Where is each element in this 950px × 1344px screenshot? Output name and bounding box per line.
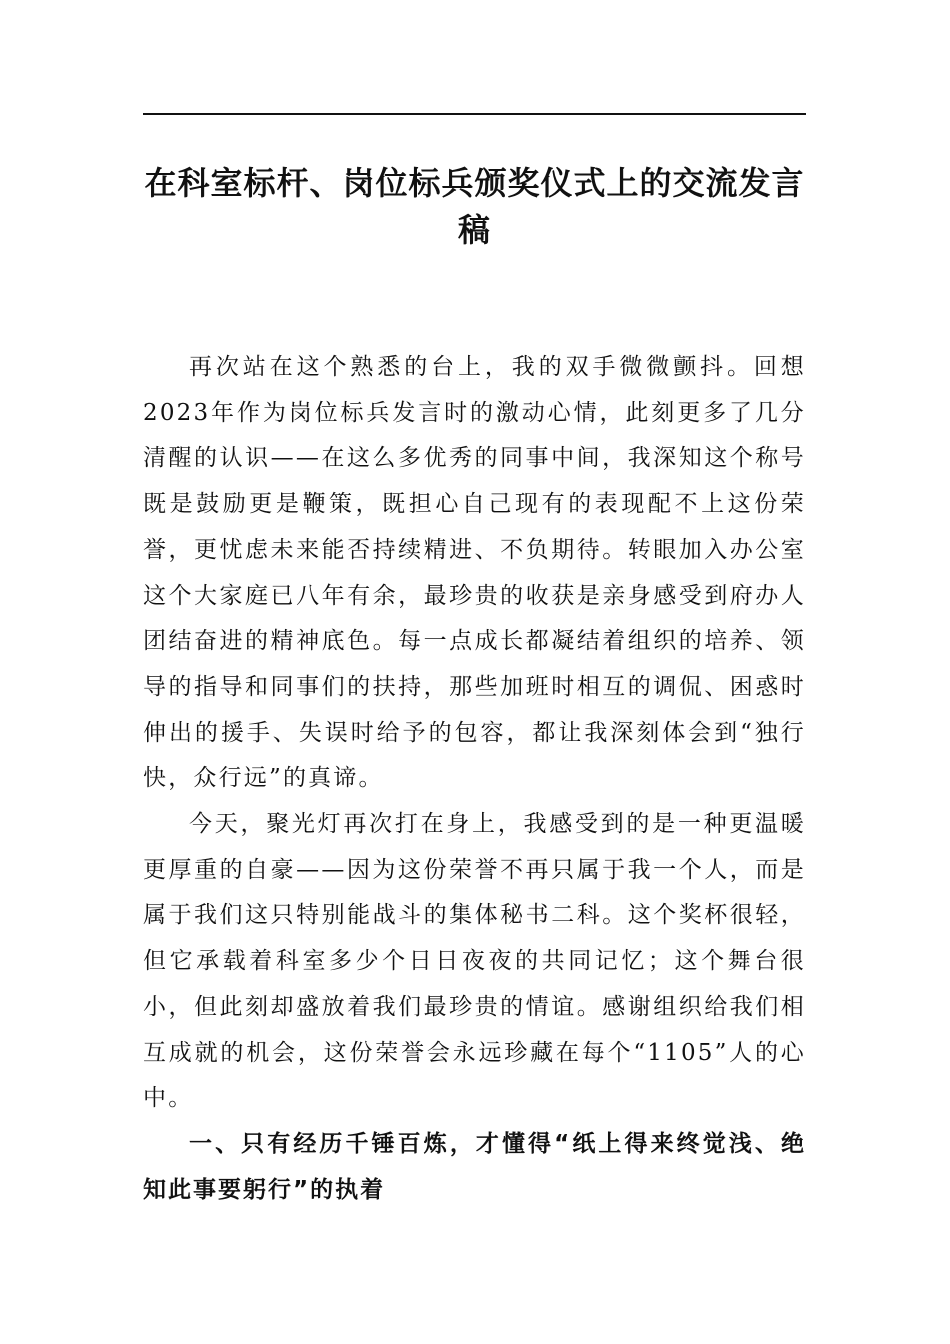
section-heading-1: 一、只有经历千锤百炼，才懂得“纸上得来终觉浅、绝知此事要躬行”的执着	[143, 1130, 806, 1203]
header-rule	[143, 113, 806, 115]
body-paragraph-2: 今天，聚光灯再次打在身上，我感受到的是一种更温暖更厚重的自豪——因为这份荣誉不再只属于我一个人，而是属于我们这只特别能战斗的集体秘书二科。这个奖杯很轻，但它承载着科室多少个日日夜夜的共同记忆；这个舞台很小，但此刻却盛放着我们最珍贵的情谊。感谢组织给我们相互成就的机会，这份荣誉会永远珍藏在每个“1105”人的心中。	[143, 811, 806, 1112]
document-title: 在科室标杆、岗位标兵颁奖仪式上的交流发言稿	[144, 164, 805, 249]
document-body	[143, 345, 806, 1213]
body-paragraph-1: 再次站在这个熟悉的台上，我的双手微微颤抖。回想2023年作为岗位标兵发言时的激动心情，此刻更多了几分清醒的认识——在这么多优秀的同事中间，我深知这个称号既是鼓励更是鞭策，既担心自己现有的表现配不上这份荣誉，更忧虑未来能否持续精进、不负期待。转眼加入办公室这个大家庭已八年有余，最珍贵的收获是亲身感受到府办人团结奋进的精神底色。每一点成长都凝结着组织的培养、领导的指导和同事们的扶持，那些加班时相互的调侃、困惑时伸出的援手、失误时给予的包容，都让我深刻体会到“独行快，众行远”的真谛。	[143, 354, 806, 792]
